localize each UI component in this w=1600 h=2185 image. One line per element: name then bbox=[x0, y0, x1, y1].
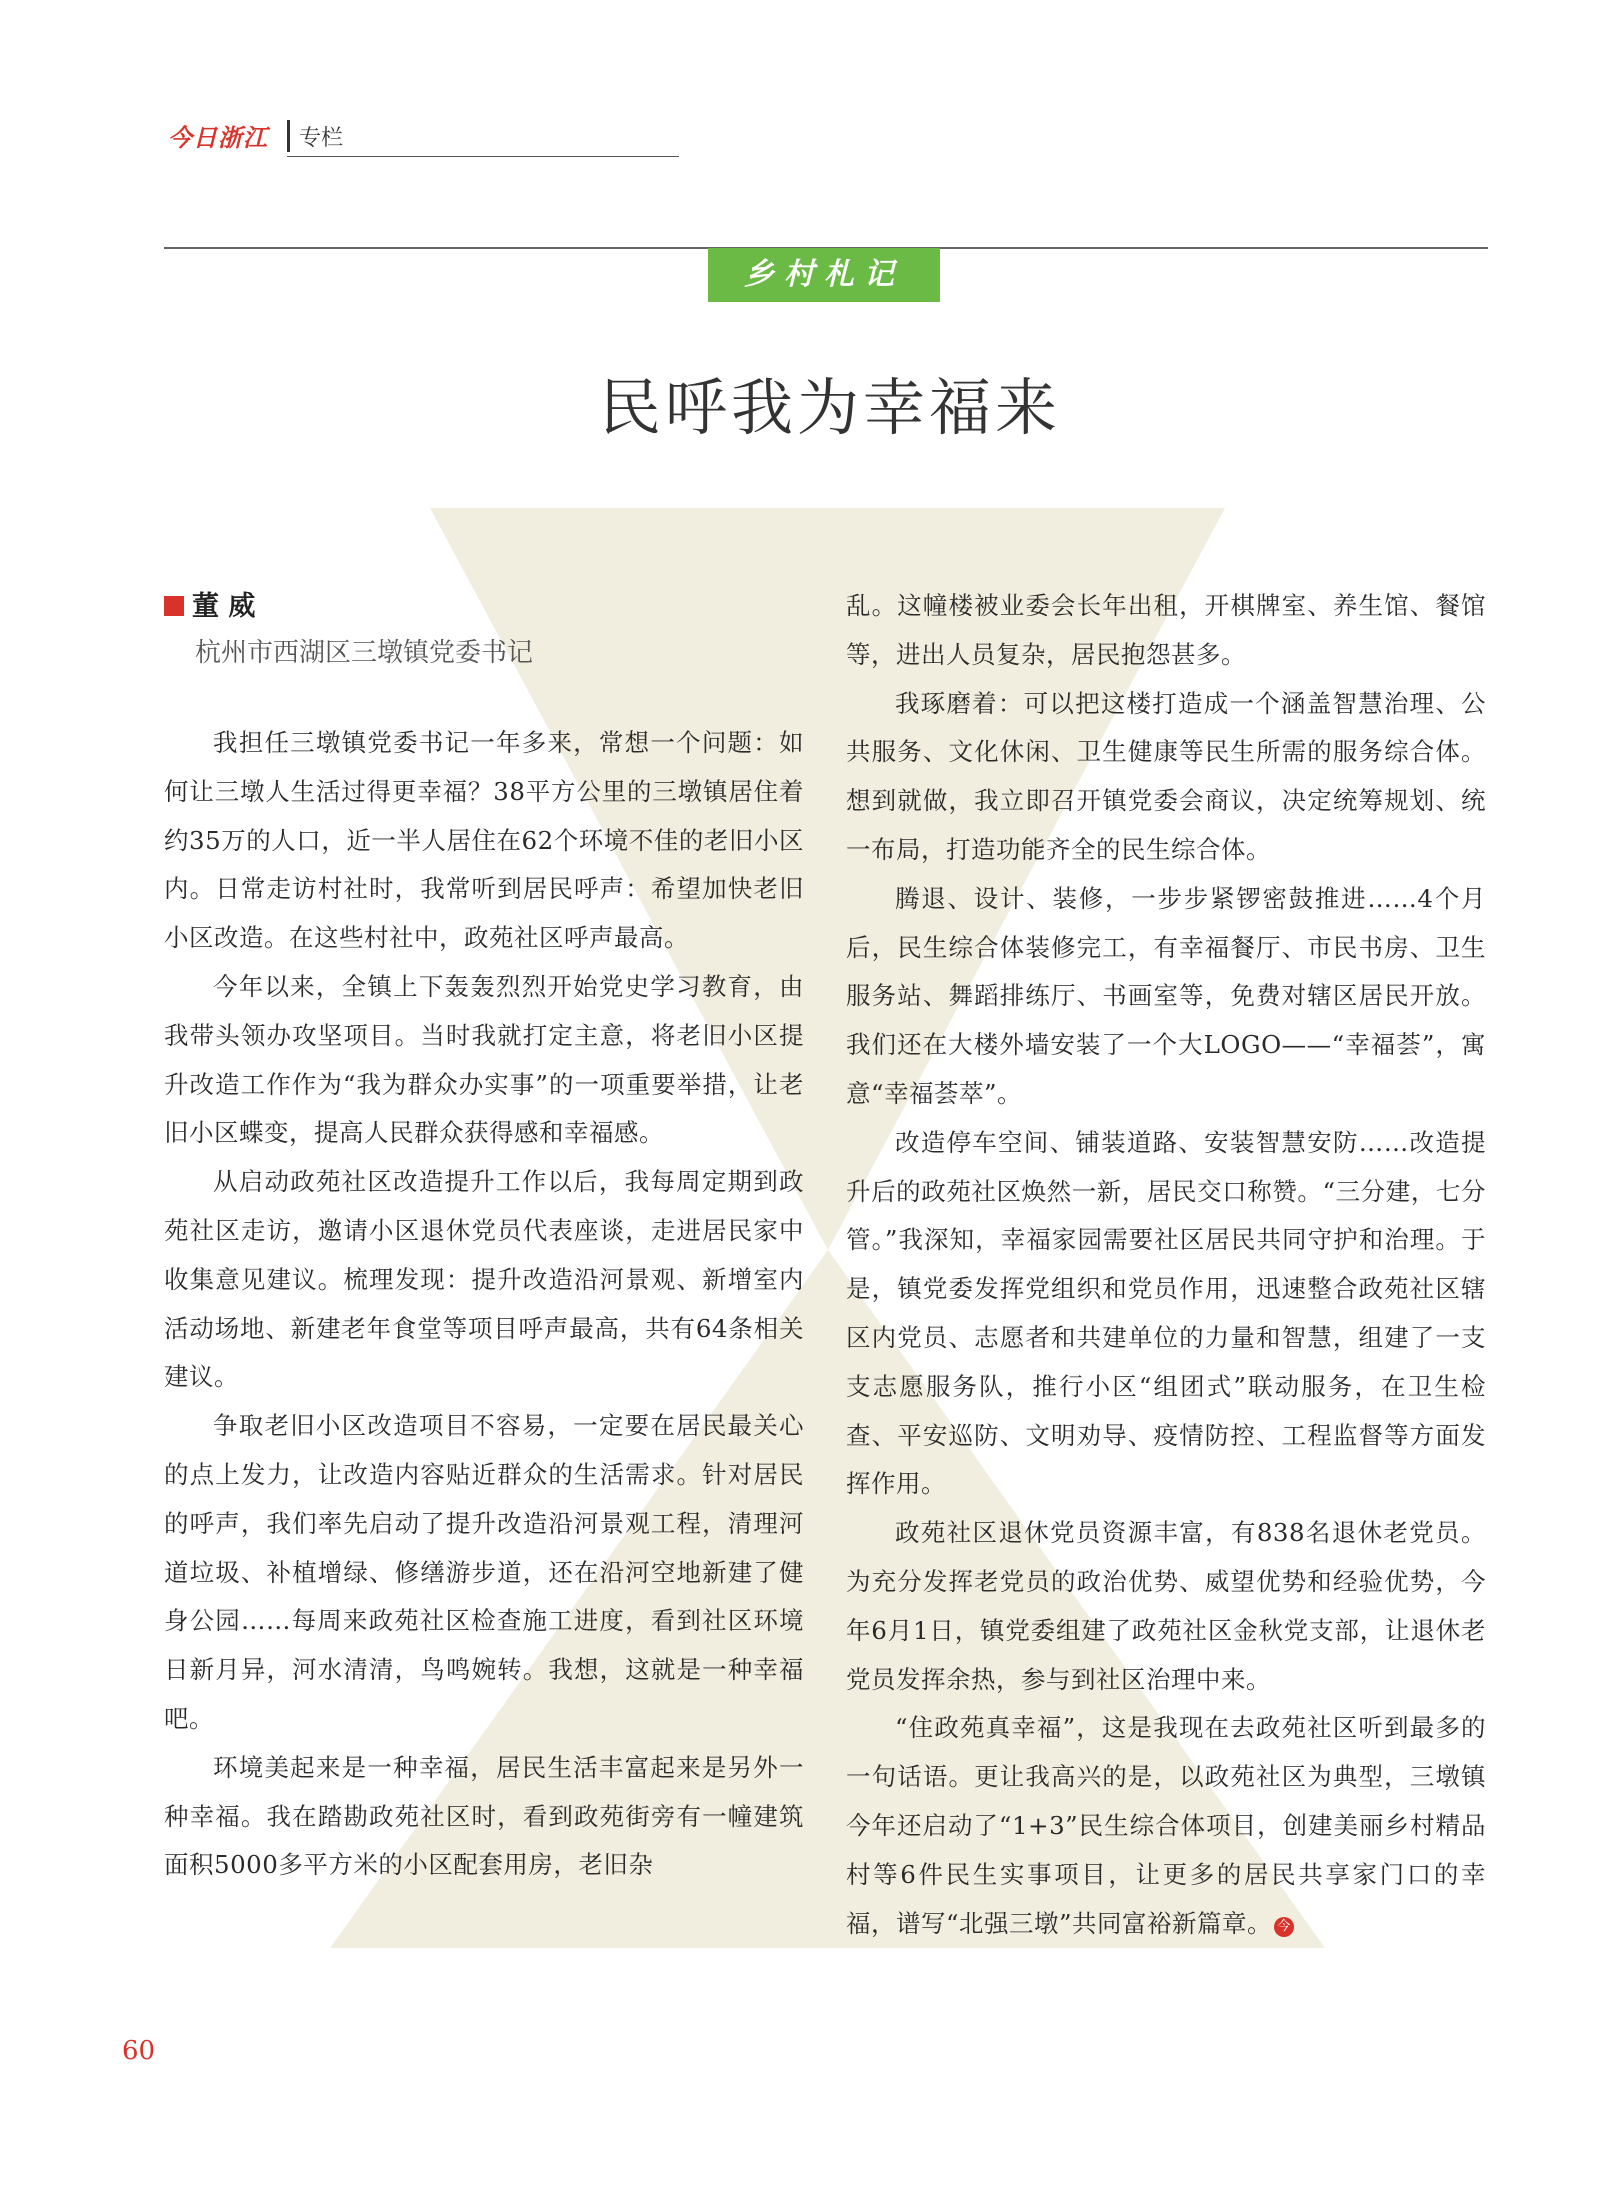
magazine-logo: 今日浙江 bbox=[168, 124, 268, 152]
page-number: 60 bbox=[122, 2036, 156, 2066]
header-underline bbox=[287, 156, 679, 157]
body-paragraph: 今年以来，全镇上下轰轰烈烈开始党史学习教育，由我带头领办攻坚项目。当时我就打定主意，将老旧小区提升改造工作作为“我为群众办实事”的一项重要举措，让老旧小区蝶变，提高人民群众获得感和幸福感。 bbox=[164, 971, 804, 1148]
body-paragraph: 环境美起来是一种幸福，居民生活丰富起来是另外一种幸福。我在踏勘政苑社区时，看到政苑街旁有一幢建筑面积5000多平方米的小区配套用房，老旧杂 bbox=[164, 1752, 804, 1880]
header-divider bbox=[287, 120, 290, 152]
end-mark-icon: 今 bbox=[1274, 1917, 1294, 1937]
body-paragraph: 政苑社区退休党员资源丰富，有838名退休老党员。为充分发挥老党员的政治优势、威望优势和经验优势，今年6月1日，镇党委组建了政苑社区金秋党支部，让退休老党员发挥余热，参与到社区治理中来。 bbox=[846, 1518, 1486, 1694]
body-paragraph: 争取老旧小区改造项目不容易，一定要在居民最关心的点上发力，让改造内容贴近群众的生活需求。针对居民的呼声，我们率先启动了提升改造沿河景观工程，清理河道垃圾、补植增绿、修缮游步道，还在沿河空地新建了健身公园……每周来政苑社区检查施工进度，看到社区环境日新月异，河水清清，鸟鸣婉转。我想，这就是一种幸福吧。 bbox=[164, 1411, 804, 1733]
body-paragraph: 我琢磨着：可以把这楼打造成一个涵盖智慧治理、公共服务、文化休闲、卫生健康等民生所需的服务综合体。想到就做，我立即召开镇党委会商议，决定统筹规划、统一布局，打造功能齐全的民生综合体。 bbox=[846, 688, 1486, 864]
body-paragraph-last bbox=[846, 1704, 1486, 1948]
author-name bbox=[164, 584, 255, 623]
column-label: 专栏 bbox=[299, 126, 344, 151]
author-role: 杭州市西湖区三墩镇党委书记 bbox=[195, 638, 534, 668]
body-paragraph: 我担任三墩镇党委书记一年多来，常想一个问题：如何让三墩人生活过得更幸福？38平方公里的三墩镇居住着约35万的人口，近一半人居住在62个环境不佳的老旧小区内。日常走访村社时，我常听到居民呼声：希望加快老旧小区改造。在这些村社中，政苑社区呼声最高。 bbox=[164, 728, 804, 953]
body-paragraph: 从启动政苑社区改造提升工作以后，我每周定期到政苑社区走访，邀请小区退休党员代表座谈，走进居民家中收集意见建议。梳理发现：提升改造沿河景观、新增室内活动场地、新建老年食堂等项目呼声最高，共有64条相关建议。 bbox=[164, 1167, 804, 1392]
section-tag: 乡村札记 bbox=[708, 248, 940, 302]
article-title: 民呼我为幸福来 bbox=[598, 371, 1061, 444]
body-paragraph: 乱。这幢楼被业委会长年出租，开棋牌室、养生馆、餐馆等，进出人员复杂，居民抱怨甚多。 bbox=[846, 591, 1486, 669]
body-column-left bbox=[164, 719, 804, 1890]
body-paragraph-text: “住政苑真幸福”，这是我现在去政苑社区听到最多的一句话语。更让我高兴的是，以政苑社区为典型，三墩镇今年还启动了“1+3”民生综合体项目，创建美丽乡村精品村等6件民生实事项目，让更多的居民共享家门口的幸福，谱写“北强三墩”共同富裕新篇章。 bbox=[846, 1713, 1486, 1938]
author-name-text: 董 威 bbox=[192, 591, 256, 622]
author-marker-icon bbox=[164, 596, 184, 616]
body-column-right bbox=[846, 582, 1486, 1948]
body-paragraph: 改造停车空间、铺装道路、安装智慧安防……改造提升后的政苑社区焕然一新，居民交口称赞。“三分建，七分管。”我深知，幸福家园需要社区居民共同守护和治理。于是，镇党委发挥党组织和党员作用，迅速整合政苑社区辖区内党员、志愿者和共建单位的力量和智慧，组建了一支支志愿服务队，推行小区“组团式”联动服务，在卫生检查、平安巡防、文明劝导、疫情防控、工程监督等方面发挥作用。 bbox=[846, 1127, 1486, 1499]
body-paragraph: 腾退、设计、装修，一步步紧锣密鼓推进……4个月后，民生综合体装修完工，有幸福餐厅、市民书房、卫生服务站、舞蹈排练厅、书画室等，免费对辖区居民开放。我们还在大楼外墙安装了一个大LOGO——“幸福荟”，寓意“幸福荟萃”。 bbox=[846, 883, 1486, 1108]
